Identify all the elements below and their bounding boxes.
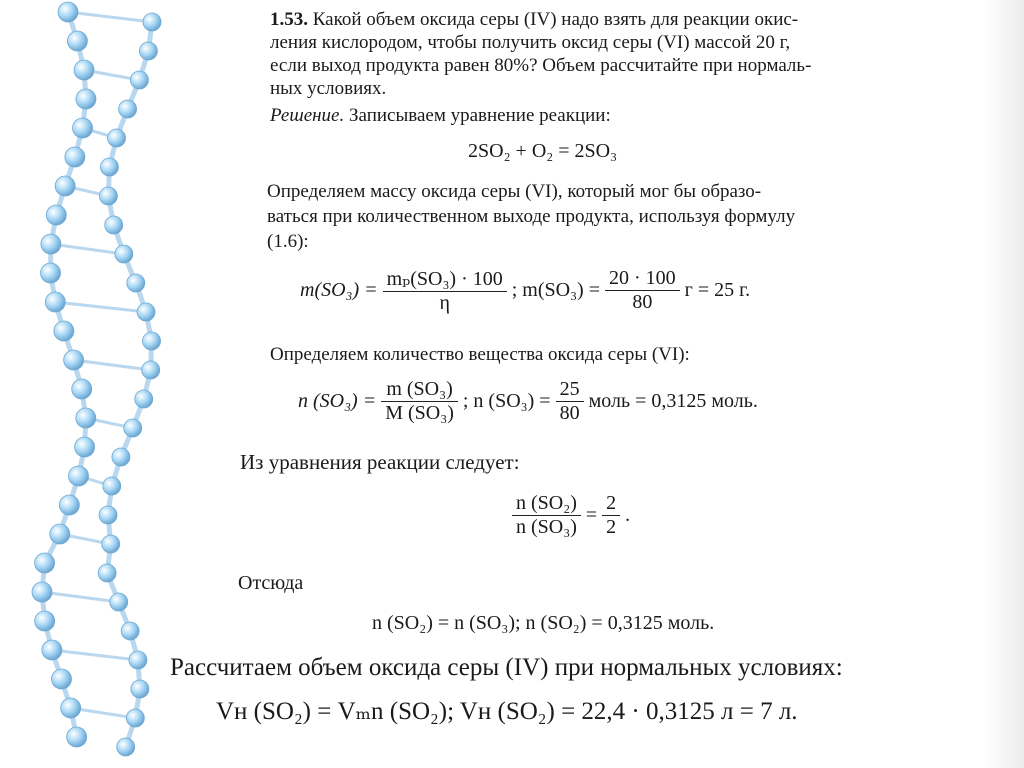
chain-bead — [65, 147, 85, 167]
chain-bead — [35, 611, 55, 631]
chain-bead — [143, 332, 161, 350]
reaction-equation: 2SO₂ + O₂ = 2SO₃ — [468, 140, 618, 162]
chain-rung — [42, 592, 119, 602]
chain-bead — [124, 419, 142, 437]
solution-intro: Решение. Записываем уравнение реакции: — [270, 105, 611, 126]
chain-rung — [55, 302, 146, 312]
step1-line-3: (1.6): — [267, 231, 309, 252]
chain-bead — [139, 42, 157, 60]
slide-edge-shadow — [984, 0, 1024, 768]
chain-bead — [108, 129, 126, 147]
chain-bead — [76, 89, 96, 109]
chain-bead — [98, 564, 116, 582]
chain-bead — [67, 727, 87, 747]
fraction-amount-general: $\frac{\text{m (SO₃)}}{\text{M (SO₃)}}$ — [381, 378, 458, 425]
chain-rung — [74, 360, 151, 370]
formula-amount: n (SO₃) = $\frac{\text{m (SO₃)}}{\text{M (SO₃)}}$ ; n (SO₃) = $\frac{25}{80}$ моль = 0,3125 моль. — [298, 378, 758, 424]
chain-bead — [112, 448, 130, 466]
chain-bead — [100, 158, 118, 176]
chain-bead — [119, 100, 137, 118]
chain-bead — [59, 495, 79, 515]
chain-bead — [42, 640, 62, 660]
chain-bead — [73, 118, 93, 138]
chain-bead — [46, 205, 66, 225]
chain-bead — [32, 582, 52, 602]
formula-ratio: $\frac{\text{n (SO₂)}}{\text{n (SO₃)}}$ = $\frac{2}{2}$ . — [512, 492, 630, 539]
step3-text: Из уравнения реакции следует: — [240, 450, 520, 474]
fraction-mass-general: $\frac{\text{mₚ(SO₃) · 100}}{\eta}$ — [383, 266, 507, 315]
chain-bead — [64, 350, 84, 370]
chain-bead — [110, 593, 128, 611]
chain-bead — [45, 292, 65, 312]
chain-bead — [126, 709, 144, 727]
chain-bead — [105, 216, 123, 234]
chain-bead — [131, 680, 149, 698]
problem-line-2: ления кислородом, чтобы получить оксид серы (VI) массой 20 г, — [270, 32, 791, 53]
problem-line-3: если выход продукта равен 80%? Объем рассчитайте при нормаль- — [270, 55, 812, 76]
chain-bead — [142, 361, 160, 379]
chain-bead — [50, 524, 70, 544]
chain-bead — [69, 466, 89, 486]
solution-label: Решение. — [270, 105, 345, 126]
chain-bead — [72, 379, 92, 399]
chain-bead — [121, 622, 139, 640]
chain-bead — [41, 263, 61, 283]
chain-bead — [75, 437, 95, 457]
textbook-page — [170, 0, 890, 768]
chain-bead — [143, 13, 161, 31]
chain-bead — [67, 31, 87, 51]
chain-bead — [54, 321, 74, 341]
chain-bead — [74, 60, 94, 80]
molecule-chain-decoration — [0, 0, 240, 768]
step2-text: Определяем количество вещества оксида серы (VI): — [270, 344, 690, 365]
chain-bead — [137, 303, 155, 321]
formula-equal-amounts: n (SO₂) = n (SO₃); n (SO₂) = 0,3125 моль. — [372, 612, 715, 634]
chain-rung — [51, 244, 124, 254]
fraction-ratio-amounts: $\frac{\text{n (SO₂)}}{\text{n (SO₃)}}$ — [512, 492, 581, 539]
chain-bead — [35, 553, 55, 573]
chain-rung — [68, 12, 152, 22]
step1-line-1: Определяем массу оксида серы (VI), который мог бы образо- — [267, 181, 762, 202]
chain-bead — [103, 477, 121, 495]
problem-number: 1.53. — [270, 9, 308, 30]
chain-bead — [117, 738, 135, 756]
chain-bead — [102, 535, 120, 553]
chain-bead — [127, 274, 145, 292]
chain-bead — [41, 234, 61, 254]
chain-bead — [129, 651, 147, 669]
fraction-amount-numeric: $\frac{25}{80}$ — [556, 378, 584, 425]
formula-volume: Vн (SO₂) = Vₘn (SO₂); Vн (SO₂) = 22,4 · 0,3125 л = 7 л. — [216, 698, 798, 725]
chain-bead — [99, 187, 117, 205]
chain-bead — [99, 506, 117, 524]
step1-line-2: ваться при количественном выходе продукта, используя формулу — [267, 206, 796, 227]
problem-line-4: ных условиях. — [270, 78, 387, 99]
formula-mass: m(SO₃) = $\frac{\text{mₚ(SO₃) · 100}}{\eta}$ ; m(SO₃) = $\frac{20 \cdot 100}{80}$ г = 25 г. — [300, 267, 751, 314]
fraction-ratio-coefficients: $\frac{2}{2}$ — [602, 492, 620, 539]
step4-text: Отсюда — [238, 572, 304, 594]
step5-text: Рассчитаем объем оксида серы (IV) при нормальных условиях: — [170, 654, 843, 681]
chain-bead — [58, 2, 78, 22]
chain-bead — [130, 71, 148, 89]
chain-rung — [52, 650, 138, 660]
chain-bead — [55, 176, 75, 196]
fraction-mass-numeric: $\frac{20 \cdot 100}{80}$ — [605, 267, 680, 314]
problem-line-1: 1.53. Какой объем оксида серы (IV) надо взять для реакции окис- — [270, 9, 799, 30]
chain-bead — [135, 390, 153, 408]
chain-bead — [61, 698, 81, 718]
chain-bead — [76, 408, 96, 428]
chain-bead — [115, 245, 133, 263]
chain-bead — [52, 669, 72, 689]
